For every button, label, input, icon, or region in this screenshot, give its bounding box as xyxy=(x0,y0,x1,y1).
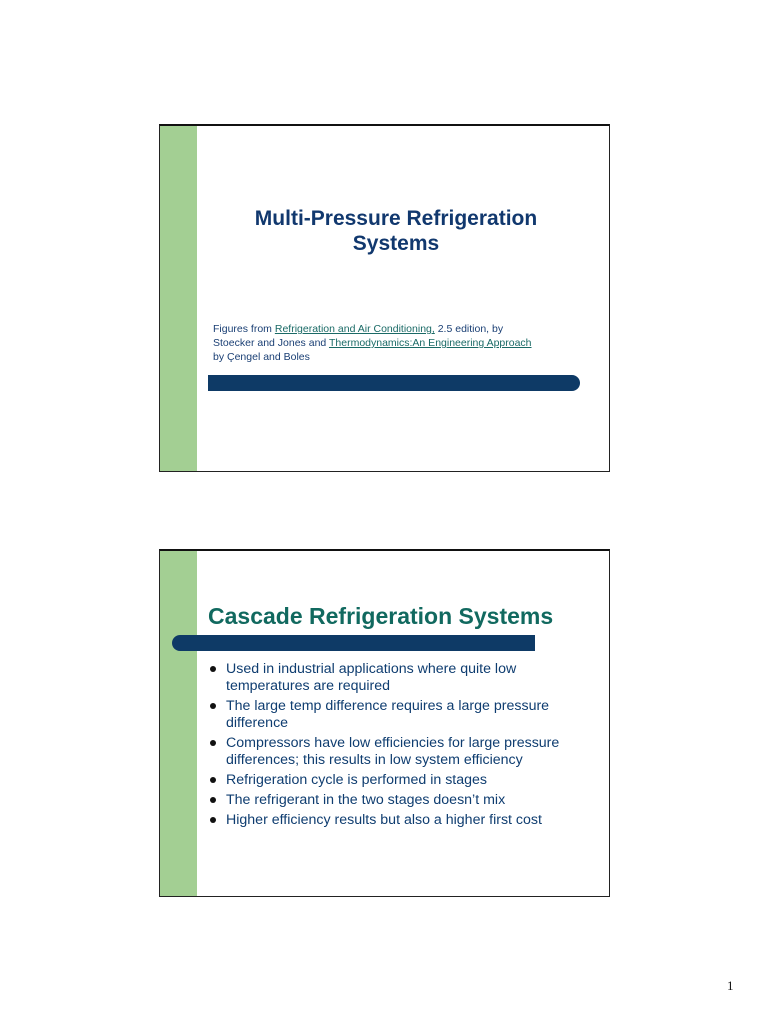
bullet-item xyxy=(208,698,603,732)
bullet-text: Higher efficiency results but also a higher first cost xyxy=(226,812,542,828)
page-number: 1 xyxy=(727,978,734,993)
bullet-text-cont: differences; this results in low system efficiency xyxy=(226,752,523,768)
bullet-item xyxy=(208,792,603,809)
credits-line-1 xyxy=(213,322,583,336)
book-link-thermodynamics[interactable]: Thermodynamics:An Engineering Approach xyxy=(328,337,532,349)
slide-accent-bar xyxy=(160,126,197,471)
bullet-text: Compressors have low efficiencies for large pressure xyxy=(226,735,560,751)
bullet-text-cont: difference xyxy=(226,715,289,731)
book-link-refrigeration[interactable]: Refrigeration and Air Conditioning, xyxy=(274,323,435,335)
credits-authors-1: Stoecker and Jones and xyxy=(213,337,329,349)
credits-line-2 xyxy=(213,336,583,350)
slide-divider-bar xyxy=(208,375,580,391)
bullet-text-cont: temperatures are required xyxy=(226,678,391,694)
bullet-item xyxy=(208,661,603,695)
credits-line-3: by Çengel and Boles xyxy=(213,351,310,363)
bullet-text: The refrigerant in the two stages doesn’t mix xyxy=(226,792,506,808)
bullet-list xyxy=(208,661,603,832)
figure-credits xyxy=(213,322,583,364)
bullet-dot-icon xyxy=(210,797,216,803)
credits-edition: 2.5 edition, by xyxy=(434,323,504,335)
bullet-text: The large temp difference requires a large pressure xyxy=(226,698,550,714)
bullet-item xyxy=(208,735,603,769)
bullet-text: Refrigeration cycle is performed in stages xyxy=(226,772,488,788)
slide-divider-bar xyxy=(172,635,535,651)
bullet-dot-icon xyxy=(210,817,216,823)
title-line-1: Multi-Pressure Refrigeration xyxy=(254,207,538,230)
slide-accent-bar xyxy=(160,551,197,896)
bullet-dot-icon xyxy=(210,666,216,672)
slide-title: Cascade Refrigeration Systems xyxy=(208,603,554,629)
slide-1 xyxy=(159,124,610,472)
bullet-dot-icon xyxy=(210,740,216,746)
bullet-text: Used in industrial applications where quite low xyxy=(226,661,517,677)
credits-prefix: Figures from xyxy=(213,323,275,335)
bullet-item xyxy=(208,812,603,829)
title-line-2: Systems xyxy=(352,232,440,255)
bullet-item xyxy=(208,772,603,789)
slide-title xyxy=(220,206,572,256)
bullet-dot-icon xyxy=(210,777,216,783)
slide-2 xyxy=(159,549,610,897)
bullet-dot-icon xyxy=(210,703,216,709)
